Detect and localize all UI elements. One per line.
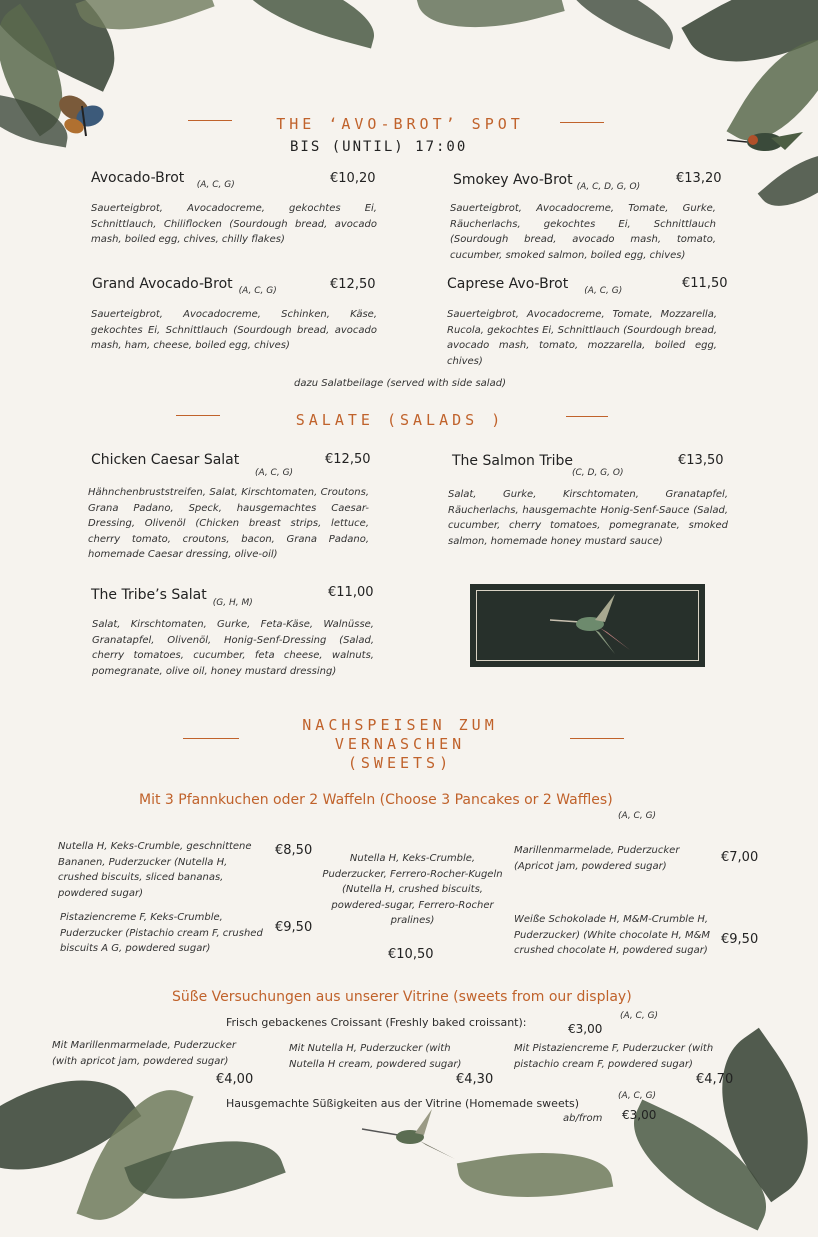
divider-line <box>176 415 220 416</box>
side-salad-note: dazu Salatbeilage (served with side salad) <box>294 378 506 389</box>
allergen-codes: (A, C, G) <box>584 286 623 296</box>
section-title-salads: SALATE (SALADS ) <box>295 411 505 429</box>
item-name: Avocado-Brot $_{(A, C, G)}$ <box>91 170 235 190</box>
item-name: Smokey Avo-Brot $_{(A, C, D, G, O)}$ <box>453 172 641 192</box>
item-name: Grand Avocado-Brot $_{(A, C, G)}$ <box>92 276 277 296</box>
pancake-option: Pistaziencreme F, Keks-Crumble, Puderzucker (Pistachio cream F, crushed biscuits A G, powdered sugar) <box>60 912 263 954</box>
section-title-avo: THE ‘AVO-BROT’ SPOT <box>276 115 524 133</box>
item-description: Sauerteigbrot, Avocadocreme, gekochtes Ei, Schnittlauch, Chiliflocken (Sourdough bread, avocado mash, boiled egg, chives, chilly flakes) <box>91 203 377 245</box>
item-price: €8,50 <box>275 843 313 858</box>
allergen-codes: (A, C, G) <box>238 286 277 296</box>
allergen-codes: (A, C, G) <box>255 468 294 478</box>
allergen-codes: (G, H, M) <box>212 598 253 608</box>
item-price: €10,50 <box>388 947 434 962</box>
section-subtitle-avo: BIS (UNTIL) 17:00 <box>290 139 468 155</box>
hummingbird-icon <box>725 120 805 165</box>
item-price: €3,00 <box>568 1022 603 1036</box>
divider-line <box>188 120 232 121</box>
item-price: €13,20 <box>676 171 722 186</box>
allergen-codes: (A, C, D, G, O) <box>576 182 641 192</box>
item-price: €3,00 <box>622 1108 657 1122</box>
item-price: €4,00 <box>216 1072 254 1087</box>
pancake-heading: Mit 3 Pfannkuchen oder 2 Waffeln (Choose 3 Pancakes or 2 Waffles) <box>139 792 613 808</box>
pancake-option: Marillenmarmelade, Puderzucker (Apricot jam, powdered sugar) <box>514 845 680 872</box>
homemade-from-label: ab/from <box>563 1113 603 1124</box>
croissant-option: Mit Marillenmarmelade, Puderzucker (with apricot jam, powdered sugar) <box>52 1040 236 1067</box>
divider-line <box>183 738 239 739</box>
section-title-sweets: NACHSPEISEN ZUM VERNASCHEN (SWEETS) <box>302 716 498 772</box>
item-description: Sauerteigbrot, Avocadocreme, Tomate, Mozzarella, Rucola, gekochtes Ei, Schnittlauch (Sourdough bread, avocado mash, tomato, mozzarella, boiled egg, chives) <box>447 309 717 367</box>
pancake-option: Nutella H, Keks-Crumble, Puderzucker, Ferrero-Rocher-Kugeln (Nutella H, crushed biscuits, powdered-sugar, Ferrero-Rocher pralines) <box>322 853 503 926</box>
allergen-codes: (A, C, G) <box>620 1011 659 1021</box>
pancake-option: Nutella H, Keks-Crumble, geschnittene Bananen, Puderzucker (Nutella H, crushed biscuits, sliced bananas, powdered sugar) <box>58 841 252 899</box>
allergen-codes: (A, C, G) <box>618 811 657 821</box>
item-name: Caprese Avo-Brot $_{(A, C, G)}$ <box>447 276 623 296</box>
item-price: €12,50 <box>325 452 371 467</box>
item-price: €9,50 <box>721 932 759 947</box>
item-price: €4,30 <box>456 1072 494 1087</box>
item-price: €13,50 <box>678 453 724 468</box>
croissant-option: Mit Pistaziencreme F, Puderzucker (with pistachio cream F, powdered sugar) <box>514 1043 714 1070</box>
allergen-codes: (C, D, G, O) <box>572 468 624 478</box>
allergen-codes: (A, C, G) <box>618 1091 657 1101</box>
croissant-label: Frisch gebackenes Croissant (Freshly baked croissant): <box>226 1016 527 1029</box>
item-description: Salat, Gurke, Kirschtomaten, Granatapfel, Räucherlachs, hausgemachte Honig-Senf-Sauce (Salad, cucumber, cherry tomatoes, pomegranate, smoked salmon, homemade honey mustard sauce) <box>448 489 728 547</box>
divider-line <box>570 738 624 739</box>
divider-line <box>566 416 608 417</box>
item-price: €11,00 <box>328 585 374 600</box>
croissant-option: Mit Nutella H, Puderzucker (with Nutella H cream, powdered sugar) <box>289 1043 462 1070</box>
allergen-codes: (A, C, G) <box>196 180 235 190</box>
pancake-option: Weiße Schokolade H, M&M-Crumble H, Puderzucker) (White chocolate H, M&M crushed chocolate H, powdered sugar) <box>514 914 711 956</box>
item-price: €7,00 <box>721 850 759 865</box>
hummingbird-icon <box>545 592 635 658</box>
item-price: €4,70 <box>696 1072 734 1087</box>
item-description: Hähnchenbruststreifen, Salat, Kirschtomaten, Croutons, Grana Padano, Speck, hausgemachtes Caesar-Dressing, Olivenöl (Chicken breast strips, lettuce, cherry tomato, croutons, bacon, Grana Padano, homemade Caesar dressing, olive-oil) <box>88 487 369 560</box>
item-price: €10,20 <box>330 171 376 186</box>
homemade-sweets-label: Hausgemachte Süßigkeiten aus der Vitrine (Homemade sweets) <box>226 1097 580 1110</box>
display-heading: Süße Versuchungen aus unserer Vitrine (sweets from our display) <box>172 989 632 1005</box>
item-name: The Tribe’s Salat $_{(G, H, M)}$ <box>91 587 253 608</box>
hummingbird-icon <box>360 1105 460 1165</box>
framed-hummingbird-picture <box>470 584 705 667</box>
item-price: €9,50 <box>275 920 313 935</box>
item-description: Sauerteigbrot, Avocadocreme, Tomate, Gurke, Räucherlachs, gekochtes Ei, Schnittlauch (Sourdough bread, avocado mash, tomato, cucumber, smoked salmon, boiled egg, chives) <box>450 203 716 261</box>
item-name: Chicken Caesar Salat <box>91 452 240 468</box>
item-description: Sauerteigbrot, Avocadocreme, Schinken, Käse, gekochtes Ei, Schnittlauch (Sourdough bread, avocado mash, ham, cheese, boiled egg, chives) <box>91 309 377 351</box>
butterfly-icon <box>52 86 116 150</box>
item-price: €12,50 <box>330 277 376 292</box>
divider-line <box>560 122 604 123</box>
item-name: The Salmon Tribe <box>452 453 574 469</box>
item-price: €11,50 <box>682 276 728 291</box>
item-description: Salat, Kirschtomaten, Gurke, Feta-Käse, Walnüsse, Granatapfel, Olivenöl, Honig-Senf-Dressing (Salad, cherry tomatoes, cucumber, feta cheese, walnuts, pomegranate, olive oil, honey mustard dressing) <box>92 619 374 677</box>
